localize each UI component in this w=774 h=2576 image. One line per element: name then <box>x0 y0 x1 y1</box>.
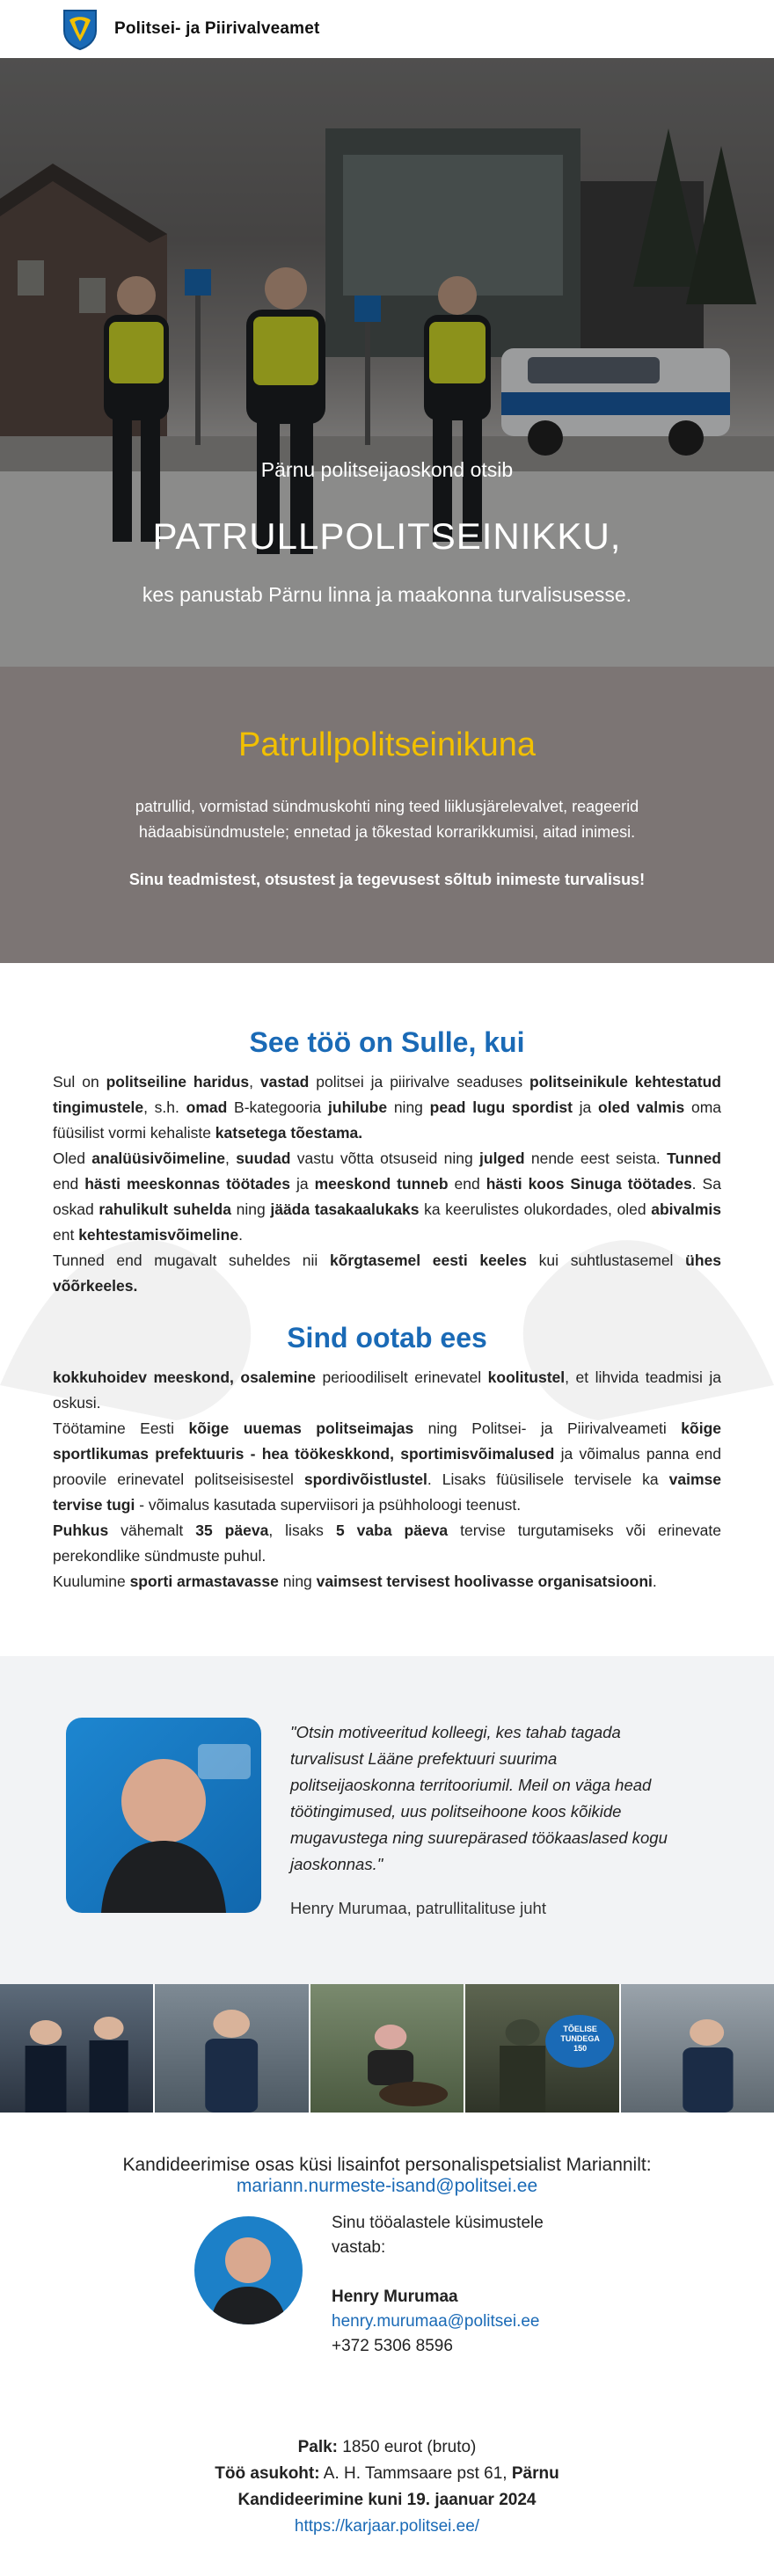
emphasis-text: kokkuhoidev meeskond, osalemine <box>53 1368 316 1386</box>
hr-email-link[interactable]: mariann.nurmeste-isand@politsei.ee <box>236 2176 538 2196</box>
contact-intro: Kandideerimise osas küsi lisainfot personalispetsialist Mariannilt: <box>122 2155 652 2175</box>
badge-line-1: TÕELISE <box>563 2025 597 2033</box>
body-text: vähemalt <box>108 1522 196 1539</box>
requirements-paragraph-2 <box>53 1146 721 1248</box>
benefits-paragraph-2 <box>53 1416 721 1518</box>
emphasis-text: analüüsivõimeline <box>91 1149 225 1167</box>
career-site-link[interactable]: https://karjaar.politsei.ee/ <box>294 2517 480 2536</box>
badge-line-2: TUNDEGA <box>560 2034 600 2043</box>
body-text: ent <box>53 1226 79 1244</box>
badge-line-3: 150 <box>573 2044 588 2053</box>
emphasis-text: meeskond tunneb <box>314 1175 449 1193</box>
contact-info <box>332 2211 560 2359</box>
salary-line <box>0 2434 774 2461</box>
body-text: kui suhtlustasemel <box>526 1252 686 1269</box>
body-text: nende eest seista. <box>524 1149 668 1167</box>
body-text: ja võimalus panna end proovile erinevatel politseisisestel <box>53 1445 721 1488</box>
body-text: Tunned end mugavalt suheldes nii <box>53 1252 330 1269</box>
body-text: politsei ja piirivalve seaduses <box>309 1073 530 1091</box>
role-summary-title: Patrullpolitseinikuna <box>238 726 536 763</box>
emphasis-text: abivalmis <box>651 1200 722 1218</box>
emphasis-text: politseinikule kehtestatud tingimustele <box>53 1073 721 1116</box>
emphasis-text: suudad <box>236 1149 291 1167</box>
body-text: - võimalus kasutada superviisori ja psühholoogi teenust. <box>135 1496 522 1514</box>
contact-section <box>0 2113 774 2383</box>
salary-label: Palk: <box>297 2438 339 2456</box>
hero-title: PATRULLPOLITSEINIKKU, <box>152 515 622 557</box>
benefits-paragraph-4 <box>53 1569 721 1594</box>
photo-dog-handler <box>310 1984 464 2113</box>
deadline-text: Kandideerimine kuni 19. jaanuar 2024 <box>237 2491 537 2509</box>
body-text: Oled <box>53 1149 92 1167</box>
body-text: end <box>448 1175 486 1193</box>
contact-name: Henry Murumaa <box>332 2288 458 2306</box>
emphasis-text: ühes võõrkeeles. <box>53 1252 722 1295</box>
job-footer <box>0 2383 774 2566</box>
location-line <box>0 2461 774 2487</box>
emphasis-text: kehtestamisvõimeline <box>78 1226 239 1244</box>
role-summary-emphasis: Sinu teadmistest, otsustest ja tegevusest sõltub inimeste turvalisus! <box>128 871 646 888</box>
requirements-paragraph-1 <box>53 1069 721 1146</box>
emphasis-text: kõige uuemas politseimajas <box>188 1419 414 1437</box>
emphasis-text: koolitustel <box>487 1368 566 1386</box>
quote-text: "Otsin motiveeritud kolleegi, kes tahab tagada turvalisust Lääne prefektuuri suurima politseijaoskonna territooriumil. Meil on väga head töötingimused, uus politseihoone koos kõikide mugavustega ning suurepärased töökaaslased kogu jaoskonnas." <box>290 1723 668 1873</box>
contact-card <box>0 2209 774 2383</box>
contact-email-link[interactable]: henry.murumaa@politsei.ee <box>332 2312 540 2331</box>
benefits-paragraph-3 <box>53 1518 721 1569</box>
role-summary-band <box>0 667 774 963</box>
body-text: , lisaks <box>268 1522 336 1539</box>
emphasis-text: oled valmis <box>598 1098 685 1116</box>
body-text: ning <box>278 1573 317 1590</box>
location-city: Pärnu <box>511 2464 559 2483</box>
emphasis-text: 5 vaba päeva <box>335 1522 449 1539</box>
requirements-paragraph-3 <box>53 1248 721 1299</box>
body-text: Kuulumine <box>53 1573 130 1590</box>
emphasis-text: Puhkus <box>53 1522 109 1539</box>
site-header <box>0 0 774 58</box>
emphasis-text: vastad <box>259 1073 310 1091</box>
contact-phone[interactable]: +372 5306 8596 <box>332 2337 453 2355</box>
contact-avatar <box>194 2216 303 2324</box>
emphasis-text: julged <box>479 1149 525 1167</box>
deadline-line <box>0 2487 774 2514</box>
emphasis-text: hästi meeskonnas töötades <box>84 1175 290 1193</box>
manager-portrait-illustration <box>66 1718 261 1913</box>
emphasis-text: politseiline haridus <box>106 1073 250 1091</box>
emphasis-text: vaimsest tervisest hoolivasse organisatsiooni <box>316 1573 653 1590</box>
body-text: ning <box>387 1098 430 1116</box>
body-text: B-kategooria <box>227 1098 329 1116</box>
emphasis-text: hästi koos Sinuga töötades <box>486 1175 692 1193</box>
body-text: . Sa oskad <box>53 1175 721 1218</box>
brand-name: Politsei- ja Piirivalveamet <box>114 19 320 38</box>
body-text: . Lisaks füüsilisele tervisele ka <box>427 1470 669 1488</box>
hero-subtitle: Pärnu politseijaoskond otsib <box>260 458 514 481</box>
emphasis-text: kõige sportlikumas prefektuuris - hea töökeskkond, sportimisvõimalused <box>53 1419 721 1463</box>
hero-tagline: kes panustab Pärnu linna ja maakonna turvalisusesse. <box>142 583 632 606</box>
body-text: , s.h. <box>143 1098 186 1116</box>
body-text: ja <box>290 1175 315 1193</box>
body-text: Töötamine Eesti <box>53 1419 189 1437</box>
body-text: vastu võtta otsuseid ning <box>290 1149 480 1167</box>
quote-author: Henry Murumaa, patrullitalituse juht <box>290 1899 546 1917</box>
emphasis-text: spordivõistlustel <box>303 1470 427 1488</box>
body-text: Sul on <box>53 1073 106 1091</box>
emphasis-text: 35 päeva <box>195 1522 269 1539</box>
body-text: , <box>249 1073 260 1091</box>
benefits-paragraph-1 <box>53 1365 721 1416</box>
emphasis-text: omad <box>186 1098 228 1116</box>
manager-photo <box>66 1718 261 1913</box>
body-text: perioodiliselt erinevatel <box>315 1368 488 1386</box>
location-value: A. H. Tammsaare pst 61, <box>319 2464 512 2483</box>
body-text: ning Politsei- ja Piirivalveameti <box>413 1419 682 1437</box>
section-title-suitable: See töö on Sulle, kui <box>249 1026 525 1058</box>
manager-quote-block <box>0 1656 774 1984</box>
body-text: end <box>53 1175 85 1193</box>
emphasis-text: pead lugu spordist <box>429 1098 573 1116</box>
photo-strip <box>0 1984 774 2113</box>
hero-banner <box>0 58 774 667</box>
emphasis-text: Tunned <box>667 1149 721 1167</box>
body-text: ka keerulistes olukordades, oled <box>419 1200 652 1218</box>
emphasis-text: rahulikult suhelda <box>99 1200 231 1218</box>
location-label: Töö asukoht: <box>215 2464 320 2483</box>
police-shield-logo-icon[interactable] <box>62 8 99 50</box>
photo-officer-uniform <box>155 1984 308 2113</box>
body-text: . <box>238 1226 243 1244</box>
body-text: , et lihvida teadmisi ja oskusi. <box>53 1368 721 1412</box>
body-text: ning <box>230 1200 271 1218</box>
hero-overlay <box>0 58 774 667</box>
emphasis-text: katsetega tõestama. <box>215 1124 363 1142</box>
role-summary-text: patrullid, vormistad sündmuskohti ning teed liiklusjärelevalvet, reageerid hädaabisündmustele; ennetad ja tõkestad korrarikkumisi, aitad inimesi. <box>135 798 639 841</box>
body-text: . <box>652 1573 657 1590</box>
body-text: ja <box>572 1098 599 1116</box>
salary-value: 1850 eurot (bruto) <box>338 2438 477 2456</box>
photo-officers-formal <box>0 1984 153 2113</box>
section-title-benefits: Sind ootab ees <box>287 1322 487 1354</box>
emphasis-text: jääda tasakaalukaks <box>270 1200 420 1218</box>
contact-card-intro: Sinu tööalastele küsimustele vastab: <box>332 2214 544 2257</box>
emphasis-text: kõrgtasemel eesti keeles <box>330 1252 527 1269</box>
body-text: tervise turgutamiseks või erinevate perekondlike sündmuste puhul. <box>53 1522 721 1565</box>
emphasis-text: sporti armastavasse <box>129 1573 279 1590</box>
body-text: oma füüsilist vormi kehaliste <box>53 1098 722 1142</box>
emphasis-text: vaimse tervise tugi <box>53 1470 721 1514</box>
photo-female-officer <box>621 1984 774 2113</box>
emphasis-text: juhilube <box>328 1098 388 1116</box>
photo-special-unit <box>465 1984 618 2113</box>
job-description <box>0 963 774 1656</box>
body-text: , <box>225 1149 237 1167</box>
anniversary-badge <box>554 2025 607 2054</box>
